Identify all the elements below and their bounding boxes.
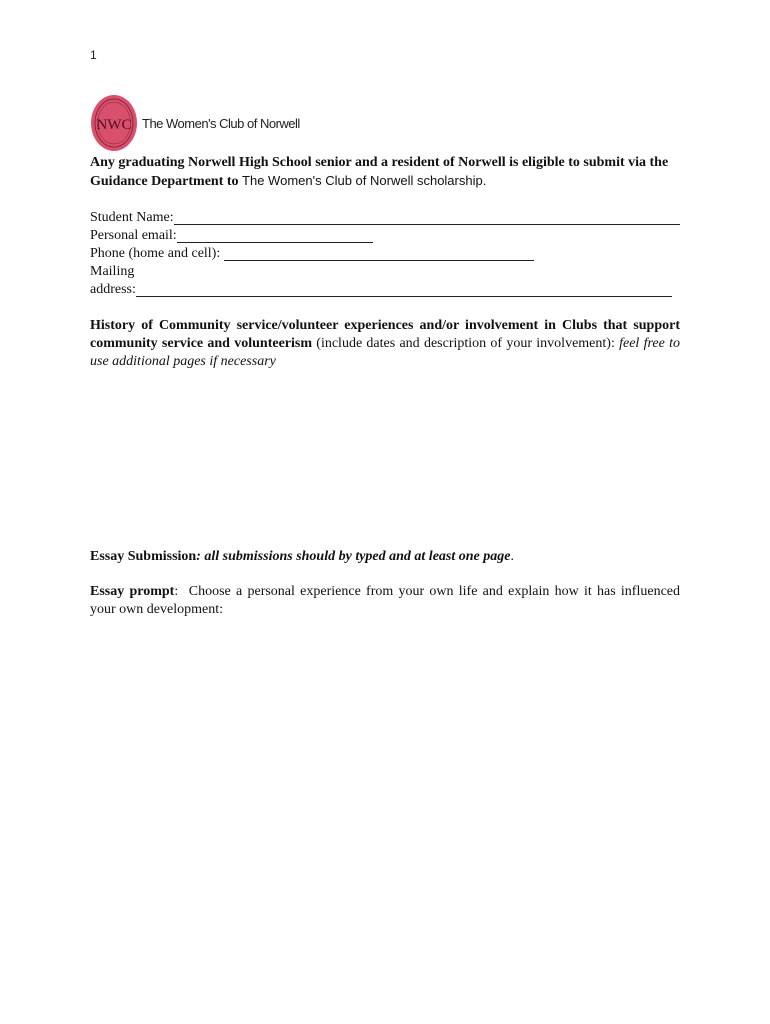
essay-submission-note (90, 548, 680, 566)
essay-submission-end: . (510, 549, 514, 564)
student-info-fields (90, 209, 680, 299)
history-bold: History of Community service/volunteer experiences and/or involvement in Clubs that support community service and volunteerism (90, 318, 680, 351)
eligibility-intro (90, 154, 680, 191)
essay-prompt-label: Essay prompt (90, 584, 175, 599)
club-logo (90, 94, 300, 152)
mailing-row (90, 263, 680, 281)
essay-prompt-text: : Choose a personal experience from your own life and explain how it has influenced your own development: (90, 584, 684, 617)
essay-prompt (90, 583, 684, 619)
student-name-blank[interactable] (174, 210, 680, 225)
intro-plain: The Women's Club of Norwell scholarship. (242, 173, 487, 188)
phone-blank[interactable] (224, 246, 534, 261)
seal-letters: NWC (96, 117, 132, 133)
address-row (90, 281, 680, 299)
intro-bold: Any graduating Norwell High School senior and a resident of Norwell is eligible to submit via the Guidance Department to (90, 155, 669, 189)
personal-email-row (90, 227, 680, 245)
page-number: 1 (90, 48, 97, 62)
nwc-seal-icon (90, 94, 138, 152)
phone-row (90, 245, 680, 263)
address-blank[interactable] (136, 282, 672, 297)
essay-submission-label: Essay Submission (90, 549, 197, 564)
history-italic: feel free to use additional pages if necessary (90, 336, 680, 369)
address-label: address: (90, 282, 136, 297)
history-plain: (include dates and description of your involvement): (312, 336, 620, 351)
personal-email-label: Personal email: (90, 228, 177, 243)
community-service-prompt (90, 317, 680, 371)
mailing-label: Mailing (90, 264, 135, 279)
student-name-label: Student Name: (90, 210, 174, 225)
club-name: The Women's Club of Norwell (142, 115, 300, 131)
personal-email-blank[interactable] (177, 228, 373, 243)
student-name-row (90, 209, 680, 227)
essay-submission-rule: : all submissions should by typed and at least one page (196, 549, 511, 564)
phone-label: Phone (home and cell): (90, 246, 224, 261)
